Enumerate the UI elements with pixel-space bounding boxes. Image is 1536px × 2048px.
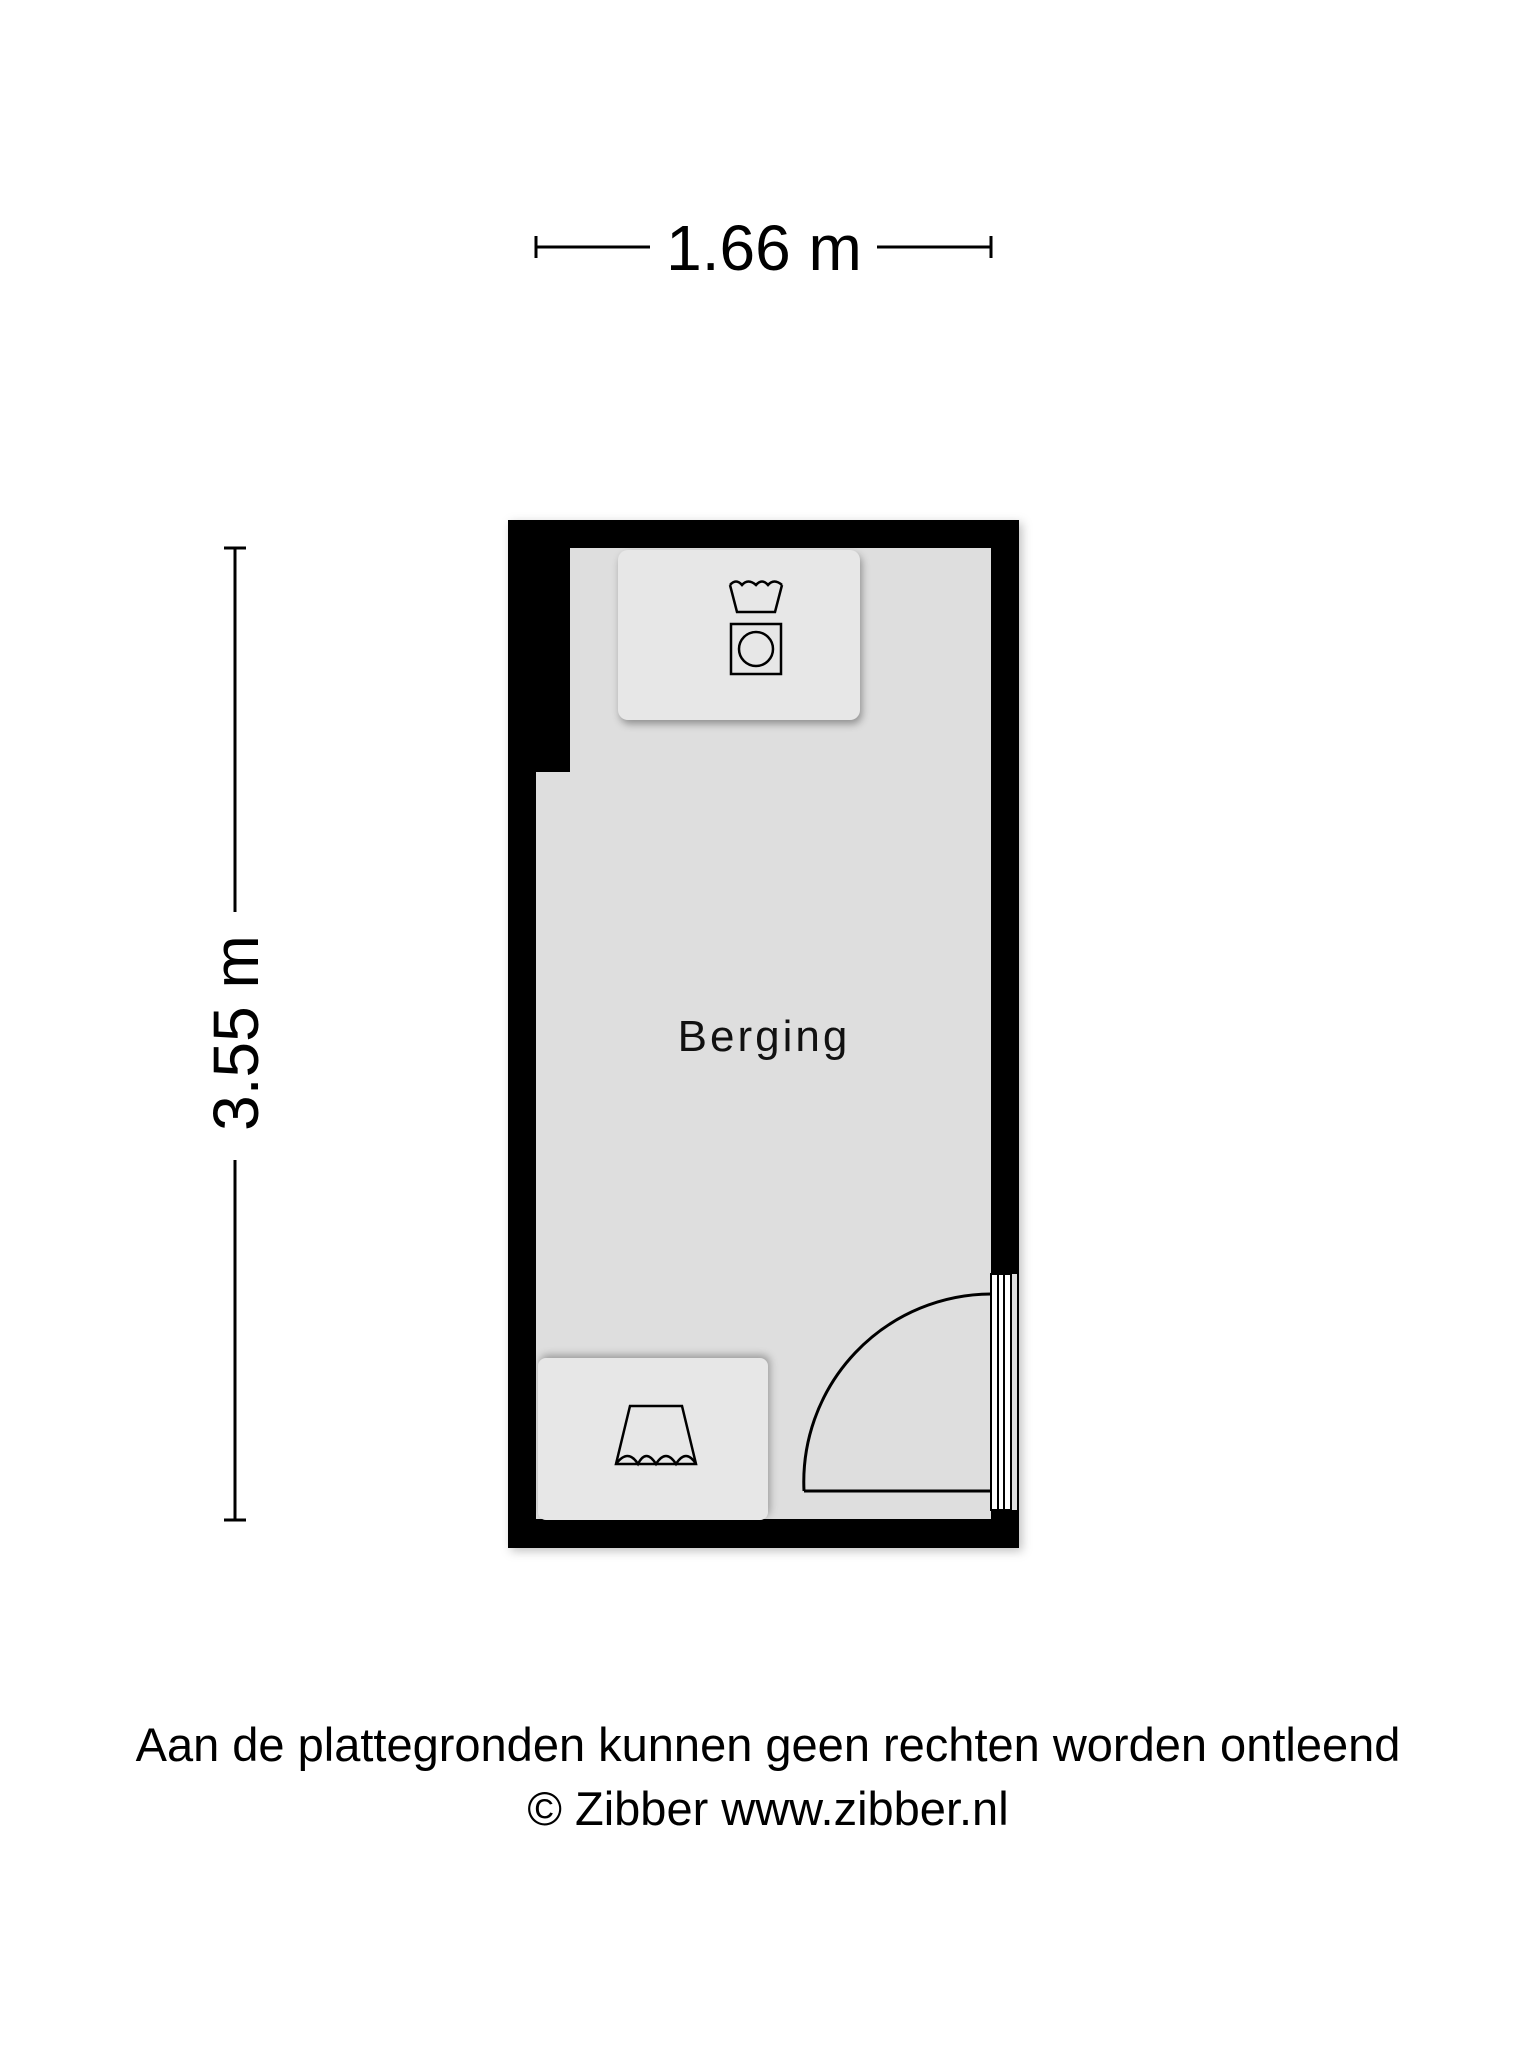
height-label: 3.55 m <box>200 935 272 1131</box>
disclaimer-text: Aan de plattegronden kunnen geen rechten worden ontleend <box>135 1718 1401 1771</box>
washing-machine <box>618 550 860 720</box>
height-dimension <box>200 548 272 1520</box>
room-name: Berging <box>677 1012 851 1061</box>
dryer <box>538 1358 768 1520</box>
door-frame <box>991 1274 1011 1510</box>
width-dimension <box>536 212 991 284</box>
copyright-credit: © Zibber www.zibber.nl <box>527 1782 1009 1835</box>
width-label: 1.66 m <box>666 212 862 284</box>
